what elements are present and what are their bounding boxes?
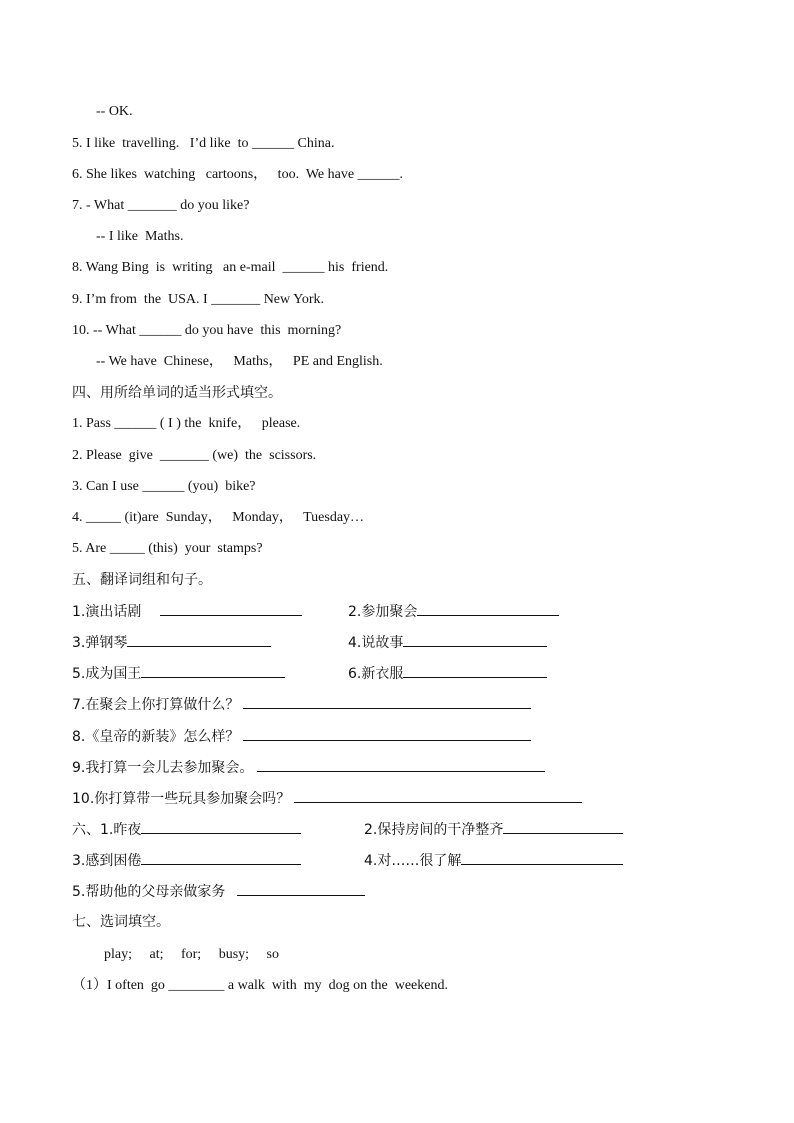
section-4-item-4: 4. _____ (it)are Sunday， Monday， Tuesday… bbox=[72, 510, 365, 525]
section-5-item-7: 7.在聚会上你打算做什么？ bbox=[72, 695, 531, 714]
section-5-item-4: 4.说故事 bbox=[348, 633, 547, 652]
section-4-title: 四、用所给单词的适当形式填空。 bbox=[72, 385, 282, 401]
section-4-item-1: 1. Pass ______ ( I ) the knife， please. bbox=[72, 416, 301, 431]
section-5-item-8: 8.《皇帝的新装》怎么样？ bbox=[72, 727, 531, 746]
question-7-answer: -- I like Maths. bbox=[96, 229, 184, 244]
question-10: 10. -- What ______ do you have this morning? bbox=[72, 323, 342, 338]
section-6-item-4: 4.对……很了解 bbox=[364, 851, 623, 870]
question-10-answer: -- We have Chinese， Maths， PE and English. bbox=[96, 354, 383, 369]
question-6: 6. She likes watching cartoons， too. We have ______. bbox=[72, 167, 404, 182]
section-7-title: 七、选词填空。 bbox=[72, 914, 170, 930]
section-6-item-2: 2.保持房间的干净整齐 bbox=[364, 820, 623, 839]
section-4-item-2: 2. Please give _______ (we) the scissors. bbox=[72, 448, 317, 463]
section-5-item-2: 2.参加聚会 bbox=[348, 602, 559, 621]
question-7: 7. - What _______ do you like? bbox=[72, 198, 250, 213]
section-5-title: 五、翻译词组和句子。 bbox=[72, 572, 212, 588]
section-5-item-10: 10.你打算带一些玩具参加聚会吗？ bbox=[72, 789, 582, 808]
section-7-item-1: （1）I often go ________ a walk with my dog on the weekend. bbox=[72, 978, 448, 993]
ok-response: -- OK. bbox=[96, 104, 133, 119]
question-9: 9. I’m from the USA. I _______ New York. bbox=[72, 292, 324, 307]
section-5-item-9: 9.我打算一会儿去参加聚会。 bbox=[72, 758, 545, 777]
question-8: 8. Wang Bing is writing an e-mail ______ his friend. bbox=[72, 260, 389, 275]
section-5-item-1: 1.演出话剧 bbox=[72, 602, 302, 621]
section-4-item-5: 5. Are _____ (this) your stamps? bbox=[72, 541, 263, 556]
section-7-word-bank: play; at; for; busy; so bbox=[104, 947, 279, 962]
section-5-item-5: 5.成为国王 bbox=[72, 664, 285, 683]
section-6-item-3: 3.感到困倦 bbox=[72, 851, 301, 870]
section-4-item-3: 3. Can I use ______ (you) bike? bbox=[72, 479, 256, 494]
section-6-item-1: 六、1.昨夜 bbox=[72, 820, 301, 839]
section-6-item-5: 5.帮助他的父母亲做家务 bbox=[72, 882, 365, 901]
question-5: 5. I like travelling. I’d like to ______ China. bbox=[72, 136, 335, 151]
section-5-item-6: 6.新衣服 bbox=[348, 664, 547, 683]
section-5-item-3: 3.弹钢琴 bbox=[72, 633, 271, 652]
